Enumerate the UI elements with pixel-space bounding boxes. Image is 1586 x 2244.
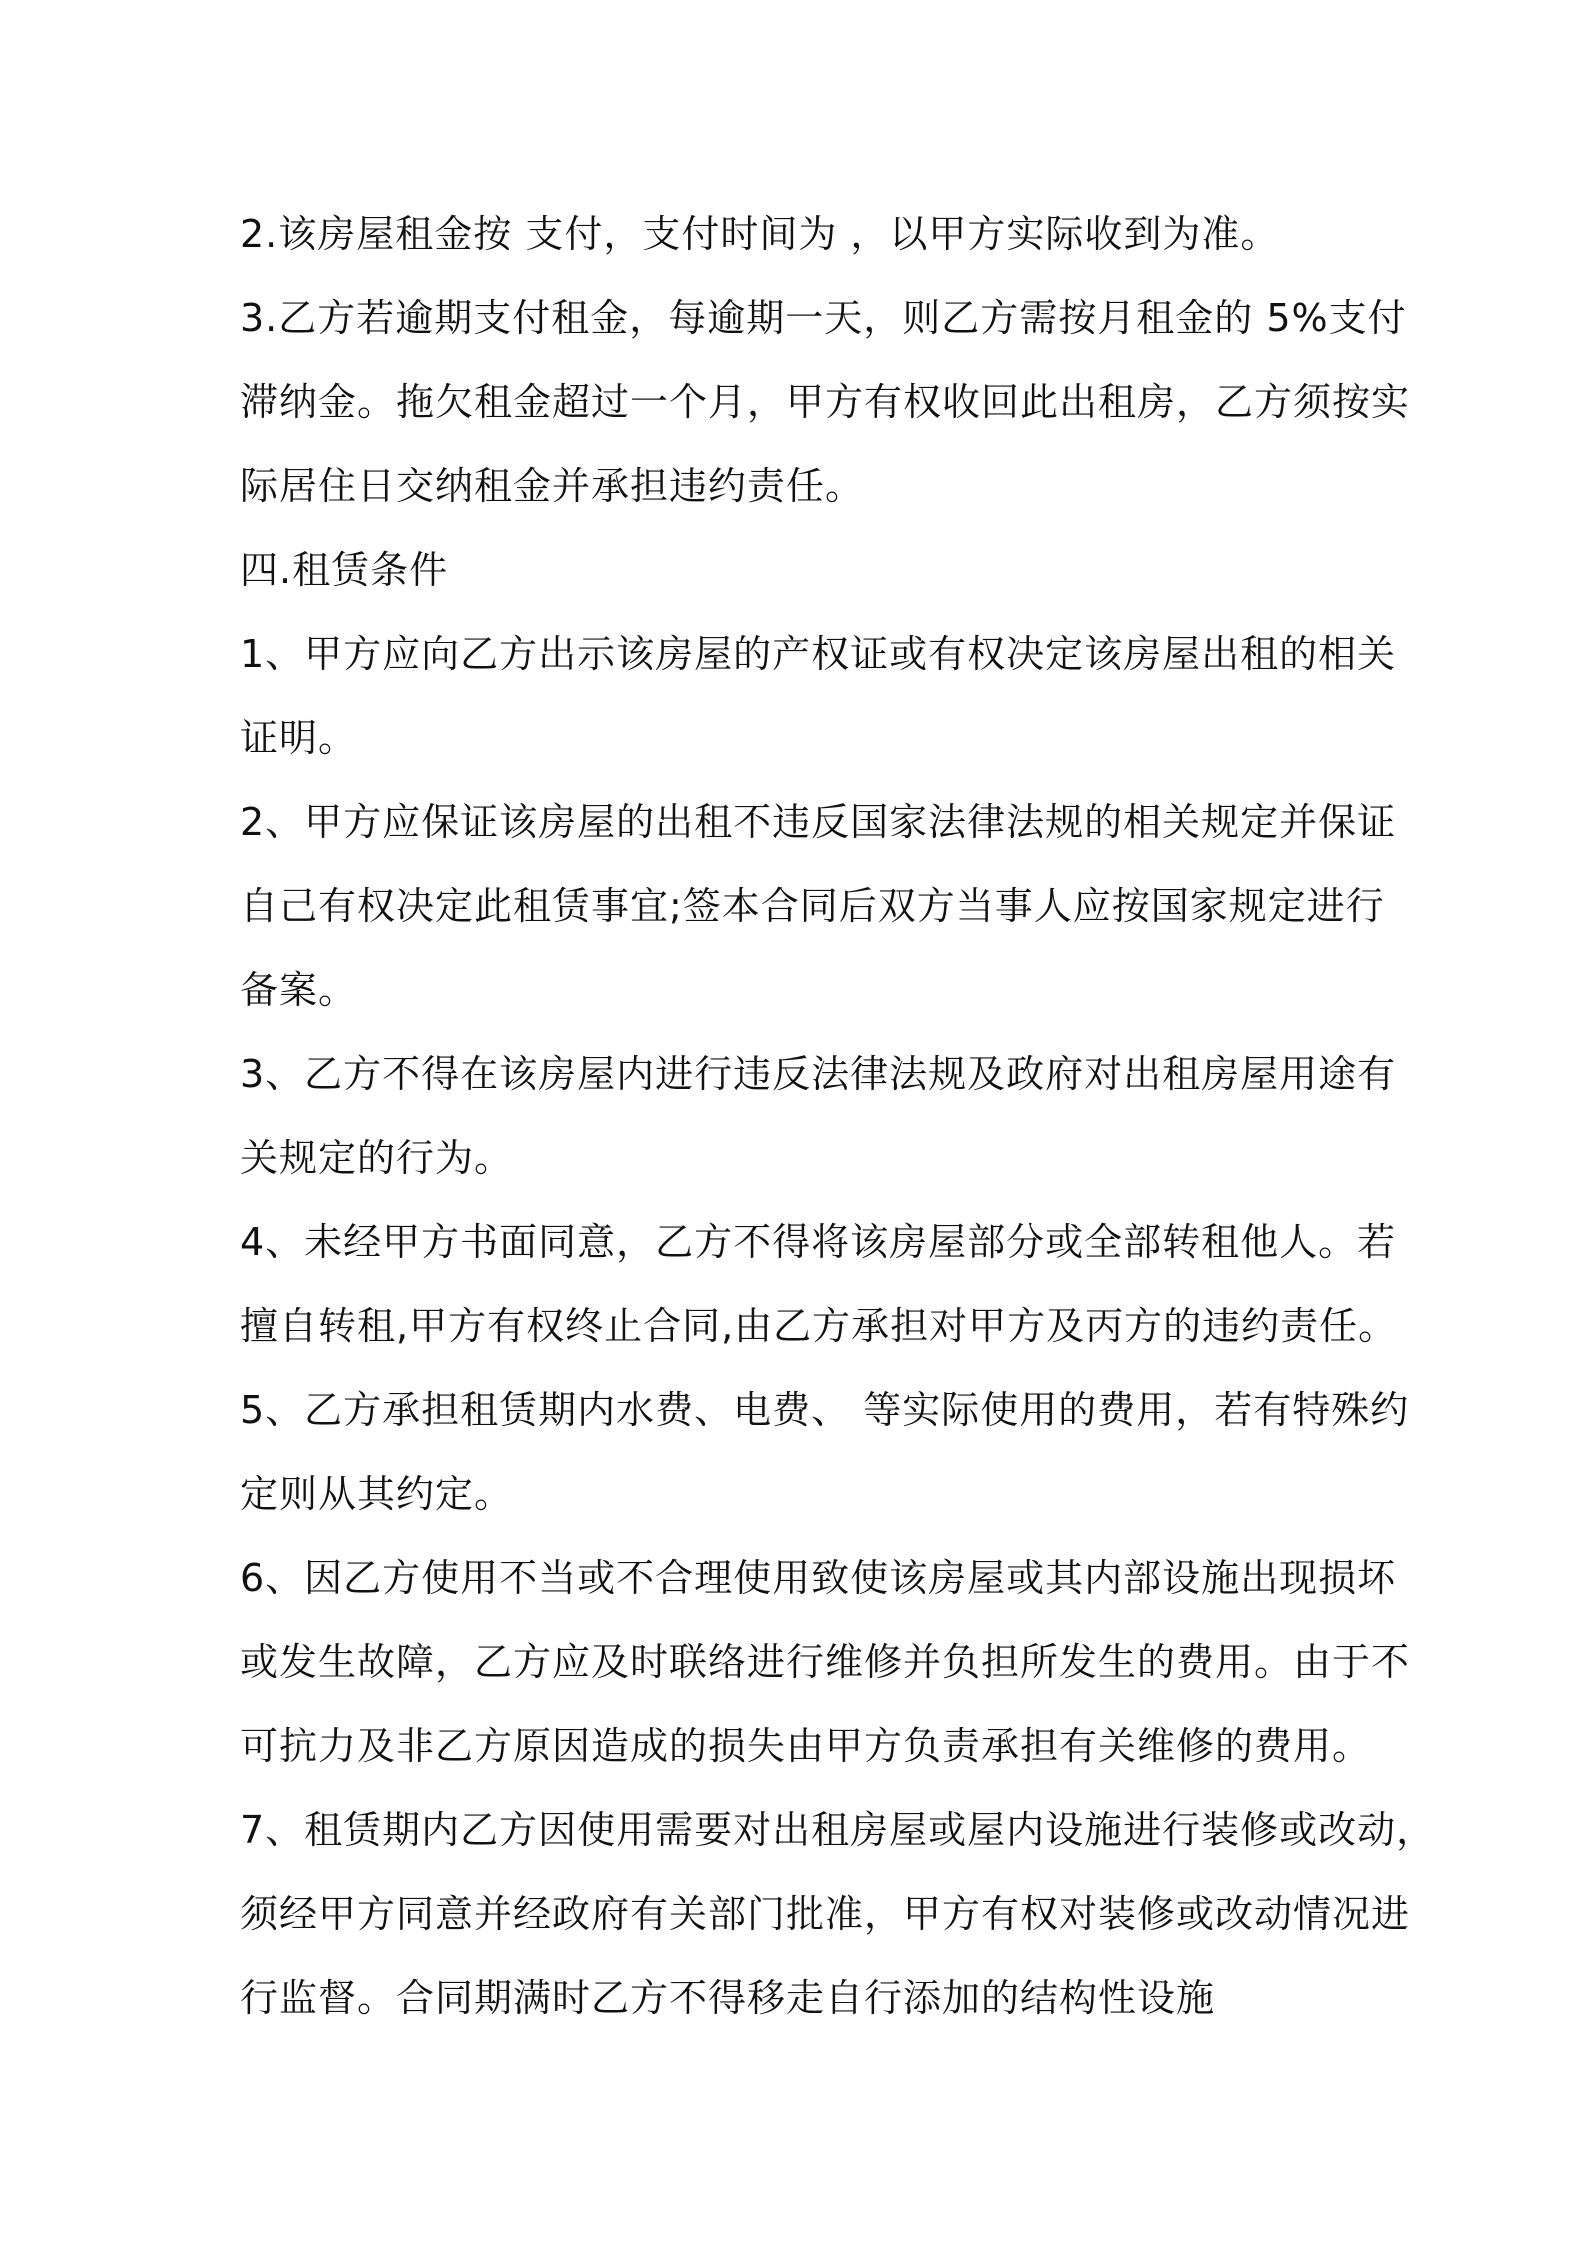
text-line: 2.该房屋租金按 支付，支付时间为 ，以甲方实际收到为准。 <box>240 212 1280 256</box>
text-line: 际居住日交纳租金并承担违约责任。 <box>240 464 865 508</box>
text-line: 滞纳金。拖欠租金超过一个月，甲方有权收回此出租房，乙方须按实 <box>240 380 1411 424</box>
text-line: 7、租赁期内乙方因使用需要对出租房屋或屋内设施进行装修或改动， <box>240 1808 1436 1852</box>
document-body <box>240 192 1436 2040</box>
section-heading: 四.租赁条件 <box>240 548 449 592</box>
text-line: 行监督。合同期满时乙方不得移走自行添加的结构性设施 <box>240 1976 1216 2020</box>
text-line: 2、甲方应保证该房屋的出租不违反国家法律法规的相关规定并保证 <box>240 800 1397 844</box>
text-line: 关规定的行为。 <box>240 1136 514 1180</box>
text-line: 6、因乙方使用不当或不合理使用致使该房屋或其内部设施出现损坏 <box>240 1556 1397 1600</box>
text-line: 3.乙方若逾期支付租金，每逾期一天，则乙方需按月租金的 5%支付 <box>240 296 1407 340</box>
text-line: 证明。 <box>240 716 358 760</box>
text-line: 须经甲方同意并经政府有关部门批准，甲方有权对装修或改动情况进 <box>240 1892 1411 1936</box>
text-line: 1、甲方应向乙方出示该房屋的产权证或有权决定该房屋出租的相关 <box>240 632 1397 676</box>
text-line: 自己有权决定此租赁事宜;签本合同后双方当事人应按国家规定进行 <box>240 884 1385 928</box>
text-line: 3、乙方不得在该房屋内进行违反法律法规及政府对出租房屋用途有 <box>240 1052 1397 1096</box>
text-line: 5、乙方承担租赁期内水费、电费、 等实际使用的费用，若有特殊约 <box>240 1388 1410 1432</box>
text-line: 备案。 <box>240 968 358 1012</box>
text-line: 或发生故障，乙方应及时联络进行维修并负担所发生的费用。由于不 <box>240 1640 1411 1684</box>
text-line: 定则从其约定。 <box>240 1472 514 1516</box>
text-line: 可抗力及非乙方原因造成的损失由甲方负责承担有关维修的费用。 <box>240 1724 1372 1768</box>
text-line: 4、未经甲方书面同意，乙方不得将该房屋部分或全部转租他人。若 <box>240 1220 1397 1264</box>
text-line: 擅自转租,甲方有权终止合同,由乙方承担对甲方及丙方的违约责任。 <box>240 1304 1398 1348</box>
